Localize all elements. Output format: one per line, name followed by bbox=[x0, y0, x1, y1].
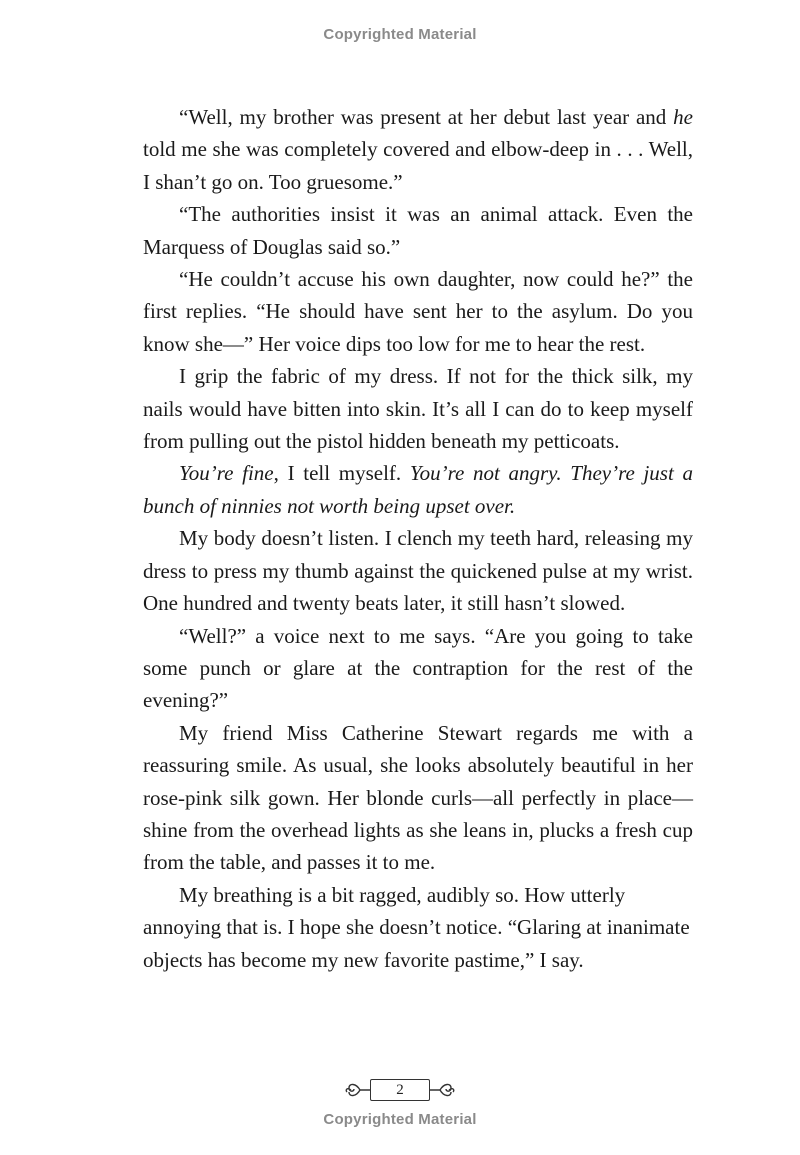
paragraph bbox=[143, 457, 693, 522]
paragraph bbox=[143, 101, 693, 198]
text-run: I grip the fabric of my dress. If not for the thick silk, my nails would have bitten into skin. It’s all I can do to keep myself from pulling out the pistol hidden beneath my petticoats. bbox=[143, 364, 693, 454]
paragraph bbox=[143, 360, 693, 457]
italic-text: You’re not angry. They’re just a bunch of ninnies not worth being upset over. bbox=[143, 461, 693, 518]
copyright-watermark-bottom: Copyrighted Material bbox=[323, 1111, 477, 1128]
paragraph bbox=[143, 198, 693, 263]
paragraph bbox=[143, 263, 693, 360]
left-ornament-icon bbox=[344, 1079, 370, 1101]
text-run: “The authorities insist it was an animal attack. Even the Marquess of Douglas said so.” bbox=[143, 202, 693, 259]
paragraph bbox=[143, 879, 693, 976]
text-run: “He couldn’t accuse his own daughter, now could he?” the first replies. “He should have sent her to the asylum. Do you know she—” Her voice dips too low for me to hear the rest. bbox=[143, 267, 693, 356]
paragraph bbox=[143, 522, 693, 619]
page-number: 2 bbox=[370, 1079, 430, 1101]
page-folio bbox=[0, 1077, 800, 1103]
text-run: , I tell myself. bbox=[273, 461, 410, 486]
italic-text: he bbox=[673, 105, 693, 129]
text-run: My breathing is a bit ragged, audibly so. How utterly annoying that is. I hope she doesn’t notice. “Glaring at inanimate objects has become my new favorite pastime,” I say. bbox=[143, 882, 690, 972]
text-run: My body doesn’t listen. I clench my teeth hard, releasing my dress to press my thumb against the quickened pulse at my wrist. One hundred and twenty beats later, it still hasn’t slowed. bbox=[143, 526, 693, 616]
copyright-watermark-top: Copyrighted Material bbox=[323, 26, 477, 43]
text-run: told me she was completely covered and elbow-deep in . . . Well, I shan’t go on. Too gruesome.” bbox=[143, 137, 693, 194]
body-text bbox=[143, 101, 693, 976]
text-run: My friend Miss Catherine Stewart regards me with a reassuring smile. As usual, she looks absolutely beautiful in her rose-pink silk gown. Her blonde curls—all perfectly in place—shine from the overhead lights as she leans in, plucks a fresh cup from the table, and passes it to me. bbox=[143, 720, 693, 875]
text-run: “Well?” a voice next to me says. “Are you going to take some punch or glare at the contraption for the rest of the evening?” bbox=[143, 623, 693, 713]
paragraph bbox=[143, 717, 693, 879]
italic-text: You’re fine bbox=[179, 461, 274, 486]
right-ornament-icon bbox=[430, 1079, 456, 1101]
paragraph bbox=[143, 620, 693, 717]
text-run: “Well, my brother was present at her debut last year and bbox=[179, 105, 674, 129]
